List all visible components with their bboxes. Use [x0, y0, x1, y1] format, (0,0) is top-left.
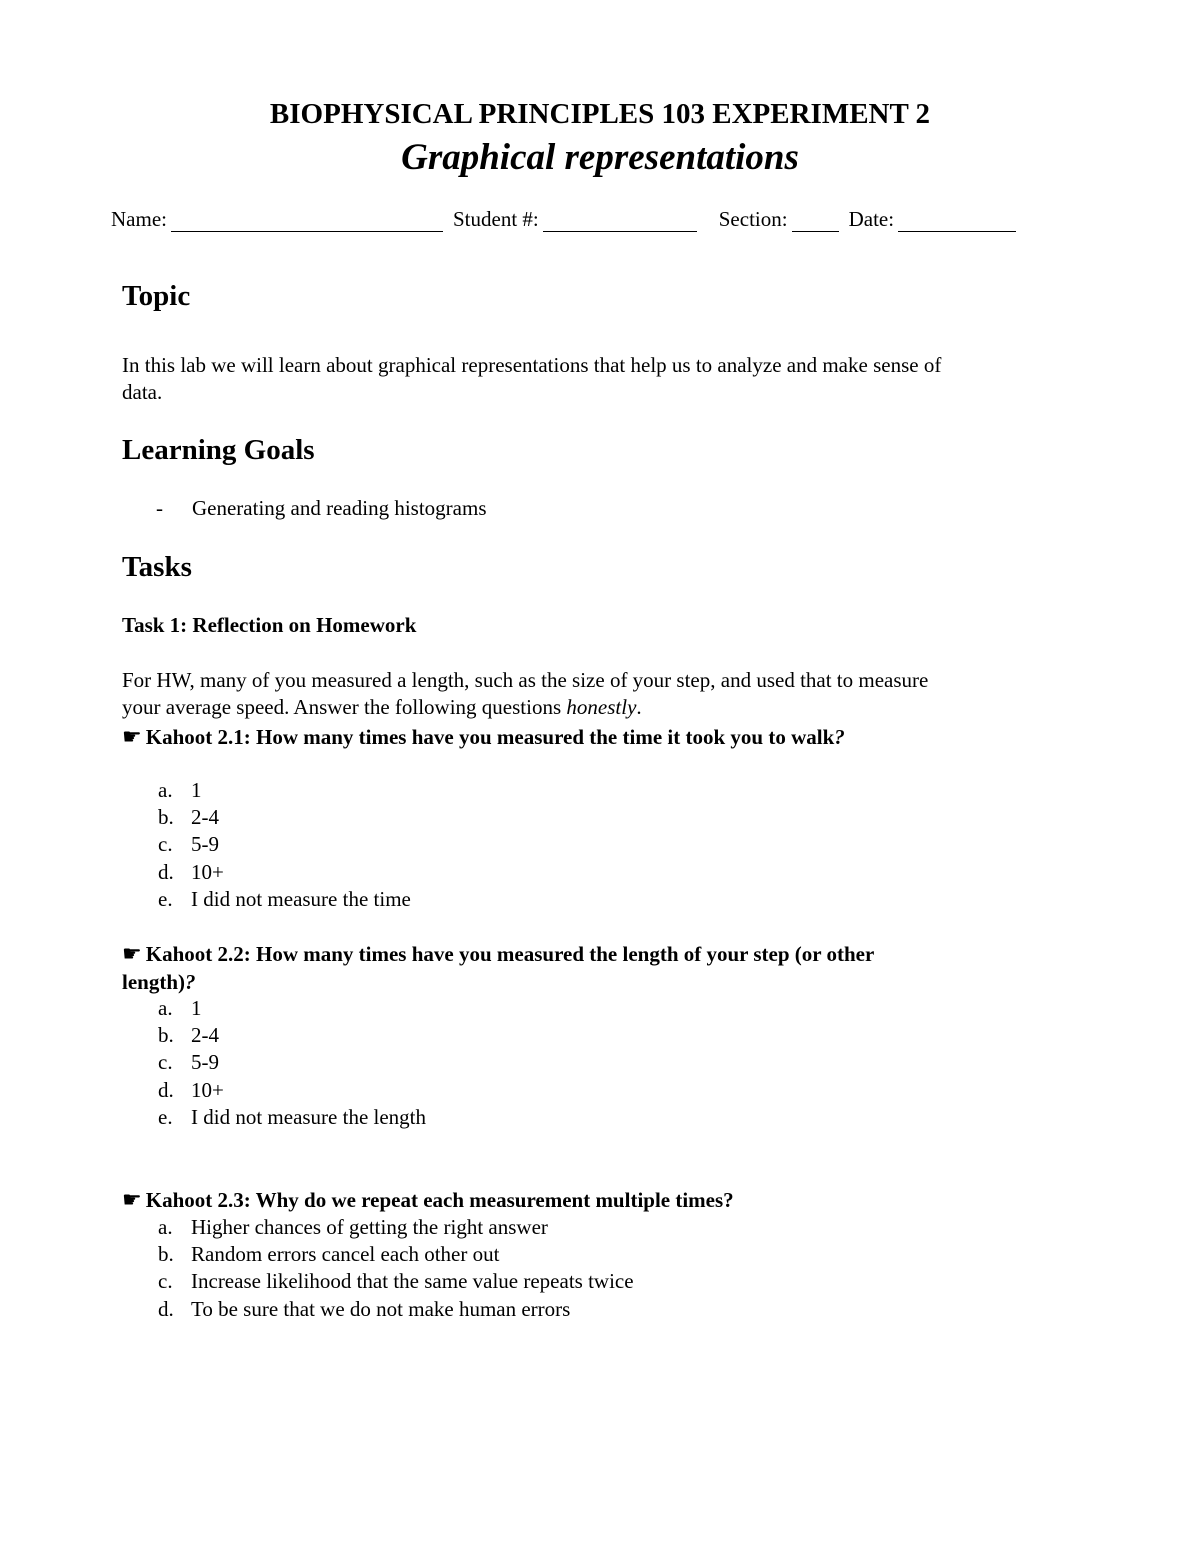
option-item: [158, 995, 426, 1022]
list-marker: -: [156, 496, 163, 520]
option-item: [158, 859, 411, 886]
option-letter: c.: [158, 832, 173, 857]
course-title: BIOPHYSICAL PRINCIPLES 103 EXPERIMENT 2: [269, 98, 931, 130]
kahoot-question-text: Kahoot 2.3: Why do we repeat each measurement multiple times?: [145, 1188, 734, 1212]
question-mark: ?: [185, 970, 196, 994]
name-label: Name:: [111, 207, 167, 231]
option-item: [158, 1268, 634, 1295]
option-text: 5-9: [191, 1050, 219, 1075]
learning-goals-heading: Learning Goals: [122, 434, 315, 466]
student-number-field[interactable]: [543, 211, 697, 232]
kahoot-question-text: Kahoot 2.1: How many times have you measured the time it took you to walk: [145, 725, 835, 749]
kahoot-question-2: [122, 940, 942, 996]
date-label: Date:: [848, 207, 895, 231]
task1-intro-end: .: [636, 695, 642, 719]
option-text: 1: [191, 778, 202, 802]
option-text: 5-9: [191, 832, 219, 857]
option-letter: d.: [158, 1296, 174, 1321]
option-text: Random errors cancel each other out: [191, 1242, 500, 1267]
option-item: [158, 831, 411, 858]
question-mark: ?: [834, 725, 845, 749]
option-text: I did not measure the time: [191, 886, 411, 911]
tasks-heading: Tasks: [122, 551, 192, 583]
kahoot-question-1: [122, 723, 942, 751]
pointing-hand-icon: ☛: [122, 724, 142, 749]
option-letter: c.: [158, 1050, 173, 1075]
option-letter: e.: [158, 1104, 173, 1129]
student-number-label: Student #:: [452, 207, 539, 231]
option-letter: b.: [158, 1023, 174, 1048]
option-text: 10+: [191, 1077, 224, 1102]
option-item: [158, 1049, 426, 1076]
option-letter: c.: [158, 1269, 173, 1294]
kahoot-2-options: [158, 995, 426, 1131]
pointing-hand-icon: ☛: [122, 1187, 142, 1212]
pointing-hand-icon: ☛: [122, 941, 142, 966]
option-item: [158, 1241, 634, 1268]
student-info-row: [111, 207, 1026, 232]
kahoot-question-3: [122, 1186, 942, 1214]
option-text: 10+: [191, 859, 224, 884]
learning-goal-item: [156, 496, 487, 521]
kahoot-3-options: [158, 1214, 634, 1323]
option-item: [158, 1296, 634, 1323]
topic-heading: Topic: [122, 280, 191, 312]
date-field[interactable]: [898, 211, 1016, 232]
task1-intro-text: For HW, many of you measured a length, such as the size of your step, and used that to measure your average speed. Answer the following questions: [122, 668, 929, 719]
option-letter: a.: [158, 778, 173, 802]
option-letter: d.: [158, 1077, 174, 1102]
option-text: 1: [191, 996, 202, 1020]
section-field[interactable]: [792, 211, 839, 232]
option-item: [158, 777, 411, 804]
learning-goal-text: Generating and reading histograms: [192, 496, 487, 520]
option-letter: e.: [158, 886, 173, 911]
option-item: [158, 1214, 634, 1241]
option-letter: d.: [158, 859, 174, 884]
option-item: [158, 804, 411, 831]
experiment-subtitle: Graphical representations: [401, 137, 799, 178]
option-item: [158, 886, 411, 913]
option-text: Higher chances of getting the right answer: [191, 1215, 548, 1239]
task1-intro-emphasis: honestly: [566, 695, 637, 719]
option-item: [158, 1077, 426, 1104]
option-item: [158, 1104, 426, 1131]
option-text: 2-4: [191, 805, 219, 830]
option-text: Increase likelihood that the same value repeats twice: [191, 1269, 634, 1294]
topic-text: In this lab we will learn about graphical representations that help us to analyze and make sense of data.: [122, 353, 942, 404]
kahoot-question-text: Kahoot 2.2: How many times have you measured the length of your step (or other length): [122, 942, 874, 994]
option-text: 2-4: [191, 1023, 219, 1048]
option-letter: a.: [158, 1215, 173, 1239]
option-text: To be sure that we do not make human errors: [191, 1296, 571, 1321]
kahoot-1-options: [158, 777, 411, 913]
name-field[interactable]: [171, 211, 443, 232]
task1-intro: [122, 667, 942, 721]
section-label: Section:: [718, 207, 788, 231]
option-letter: a.: [158, 996, 173, 1020]
option-item: [158, 1022, 426, 1049]
task1-title: Task 1: Reflection on Homework: [122, 613, 417, 637]
option-text: I did not measure the length: [191, 1104, 427, 1129]
option-letter: b.: [158, 1242, 174, 1267]
option-letter: b.: [158, 805, 174, 830]
